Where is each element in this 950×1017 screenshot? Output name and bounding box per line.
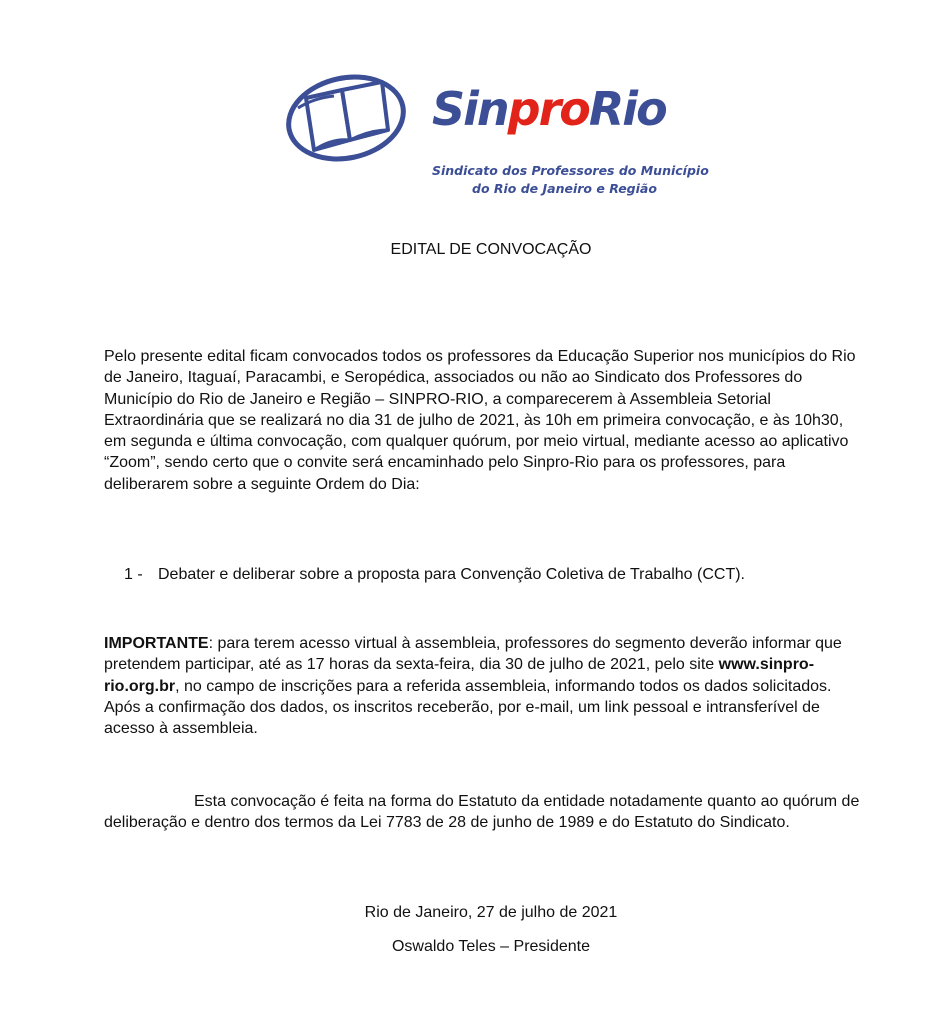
important-label: IMPORTANTE (104, 635, 209, 652)
brand-part-rio: Rio (588, 82, 666, 136)
tagline-line-1: Sindicato dos Professores do Município (432, 163, 709, 178)
signature-line: Oswaldo Teles – Presidente (391, 938, 591, 955)
brand-part-sin: Sin (432, 82, 508, 136)
brand-part-pro: pro (507, 82, 589, 136)
tagline-line-2: do Rio de Janeiro e Região (472, 181, 657, 196)
important-paragraph (104, 633, 864, 739)
statute-paragraph: Esta convocação é feita na forma do Estatuto da entidade notadamente quanto ao quórum de deliberação e dentro dos termos da Lei 7783 de 28 de junho de 1989 e do Estatuto do Sindicato. (104, 793, 860, 832)
agenda-item-text: Debater e deliberar sobre a proposta para Convenção Coletiva de Trabalho (CCT). (158, 566, 745, 583)
sinpro-rio-logo (284, 68, 709, 204)
date-line: Rio de Janeiro, 27 de julho de 2021 (364, 904, 618, 921)
website-link[interactable]: www.sinpro-rio.org.br (104, 656, 815, 695)
convocation-paragraph: Pelo presente edital ficam convocados todos os professores da Educação Superior nos municípios do Rio de Janeiro, Itaguaí, Paracambi, e Seropédica, associados ou não ao Sindicato dos Professores do Município do Rio de Janeiro e Região – SINPRO-RIO, a comparecerem à Assembleia Setorial Extraordinária que se realizará no dia 31 de julho de 2021, às 10h em primeira convocação, e às 10h30, em segunda e última convocação, com qualquer quórum, por meio virtual, mediante acesso ao aplicativo “Zoom”, sendo certo que o convite será encaminhado pelo Sinpro-Rio para os professores, para deliberarem sobre a seguinte Ordem do Dia: (104, 348, 856, 493)
important-text-a: : para terem acesso virtual à assembleia, professores do segmento deverão informar que pretendem participar, até as 17 horas da sexta-feira, dia 30 de julho de 2021, pelo site (104, 635, 842, 674)
agenda-item (124, 564, 745, 585)
brand-wordmark (432, 82, 666, 136)
agenda-item-number: 1 - (124, 566, 143, 583)
brand-tagline (284, 162, 709, 198)
important-text-b: , no campo de inscrições para a referida assembleia, informando todos os dados solicitados. Após a confirmação dos dados, os inscritos receberão, por e-mail, um link pessoal e intransferível de acesso à assembleia. (104, 677, 832, 738)
document-title: EDITAL DE CONVOCAÇÃO (390, 241, 592, 258)
